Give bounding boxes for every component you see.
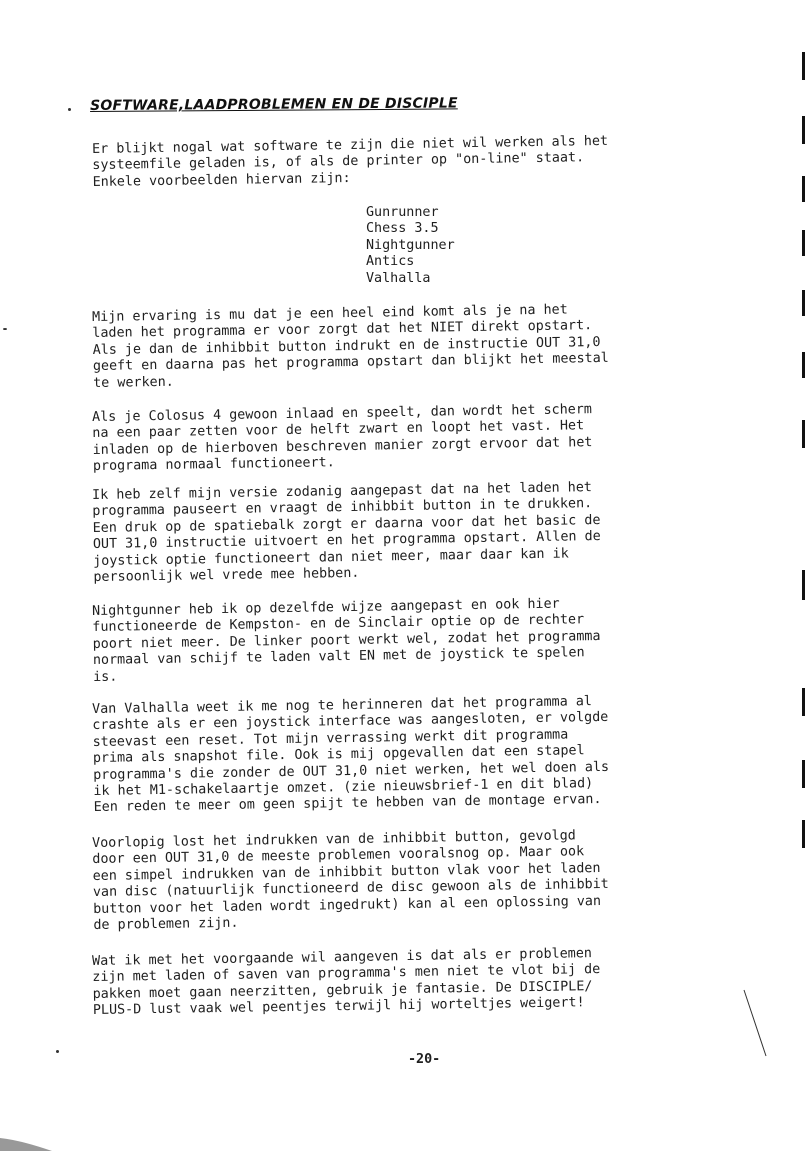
scan-edge-mark [802, 52, 805, 80]
paragraph-experience: Mijn ervaring is mu dat je een heel eind komt als je na het laden het programma er voor zorgt dat het NIET direkt opstart. Als je dan de inhibbit button indrukt en de instructie OUT 31,0 geeft en daarna pas het programma opstart dan blijkt het meestal te werken. [92, 302, 609, 391]
list-item: Valhalla [366, 270, 431, 286]
paragraph-conclusion: Wat ik met het voorgaande wil aangeven is dat als er problemen zijn met laden of saven van programma's men niet te vlot bij de pakken moet gaan neerzitten, gebruik je fantasie. De DISCIPLE/ PLUS-D lust vaak wel peentjes terwijl hij worteltjes weigert! [92, 946, 601, 1019]
scan-corner-shadow [0, 1138, 52, 1151]
scan-edge-mark [802, 176, 805, 202]
scan-edge-mark [802, 688, 805, 716]
list-item: Nightgunner [366, 237, 455, 253]
game-list [366, 205, 455, 287]
list-item: Gunrunner [366, 205, 439, 220]
scan-edge-mark [802, 290, 805, 316]
scan-edge-mark [802, 230, 805, 256]
scan-edge-mark [802, 820, 805, 848]
scan-edge-mark [802, 352, 805, 378]
scan-speck [68, 108, 71, 111]
paragraph-inhibbit: Voorlopig lost het indrukken van de inhibbit button, gevolgd door een OUT 31,0 de meeste problemen vooralsnog op. Maar ook een simpel indrukken van de inhibbit button vlak voor het laden van disc (natuurlijk functioneerd de disc gewoon als de inhibbit button voor het laden wordt ingedrukt) kan al een oplossing van de problemen zijn. [92, 828, 609, 934]
paragraph-nightgunner: Nightgunner heb ik op dezelfde wijze aangepast en ook hier functioneerde de Kempston- en de Sinclair optie op de rechter poort niet meer. De linker poort werkt wel, zodat het programma normaal van schijf te laden valt EN met de joystick te spelen is. [92, 596, 601, 685]
scan-edge-mark [802, 760, 805, 788]
scan-speck [3, 328, 7, 330]
page-number: -20- [408, 1052, 441, 1067]
scan-edge-mark [802, 570, 805, 600]
list-item: Antics [366, 254, 415, 270]
paragraph-valhalla: Van Valhalla weet ik me nog te herinneren dat het programma al crashte als er een joystick interface was aangesloten, er volgde steevast een reset. Tot mijn verrassing werkt dit programma prima als snapshot file. Ook is mij opgevallen dat een stapel programma's die zonder de OUT 31,0 niet werken, het wel doen als ik het M1-schakelaartje omzet. (zie nieuwsbrief-1 en dit blad) Een reden te meer om geen spijt te hebben van de montage ervan. [92, 694, 610, 816]
scan-edge-mark [802, 420, 805, 448]
scan-speck [56, 1050, 59, 1053]
list-item: Chess 3.5 [366, 221, 439, 237]
paragraph-colosus: Als je Colosus 4 gewoon inlaad en speelt, dan wordt het scherm na een paar zetten voor de helft zwart en loopt het vast. Het inladen op de hierboven beschreven manier zorgt ervoor dat het programa normaal functioneert. [92, 402, 593, 475]
paragraph-own-version: Ik heb zelf mijn versie zodanig aangepast dat na het laden het programma pauseert en vraagt de inhibbit button in te drukken. Een druk op de spatiebalk zorgt er daarna voor dat het basic de OUT 31,0 instructie uitvoert en het programma opstart. Allen de joystick optie functioneert dan niet meer, maar daar kan ik persoonlijk wel vrede mee hebben. [92, 480, 601, 586]
scan-stray-line [744, 990, 766, 1056]
article-heading: SOFTWARE,LAADPROBLEMEN EN DE DISCIPLE [90, 95, 458, 114]
scan-edge-mark [802, 116, 805, 144]
intro-paragraph: Er blijkt nogal wat software te zijn die niet wil werken als het systeemfile geladen is, of als de printer op "on-line" staat. Enkele voorbeelden hiervan zijn: [92, 133, 609, 190]
